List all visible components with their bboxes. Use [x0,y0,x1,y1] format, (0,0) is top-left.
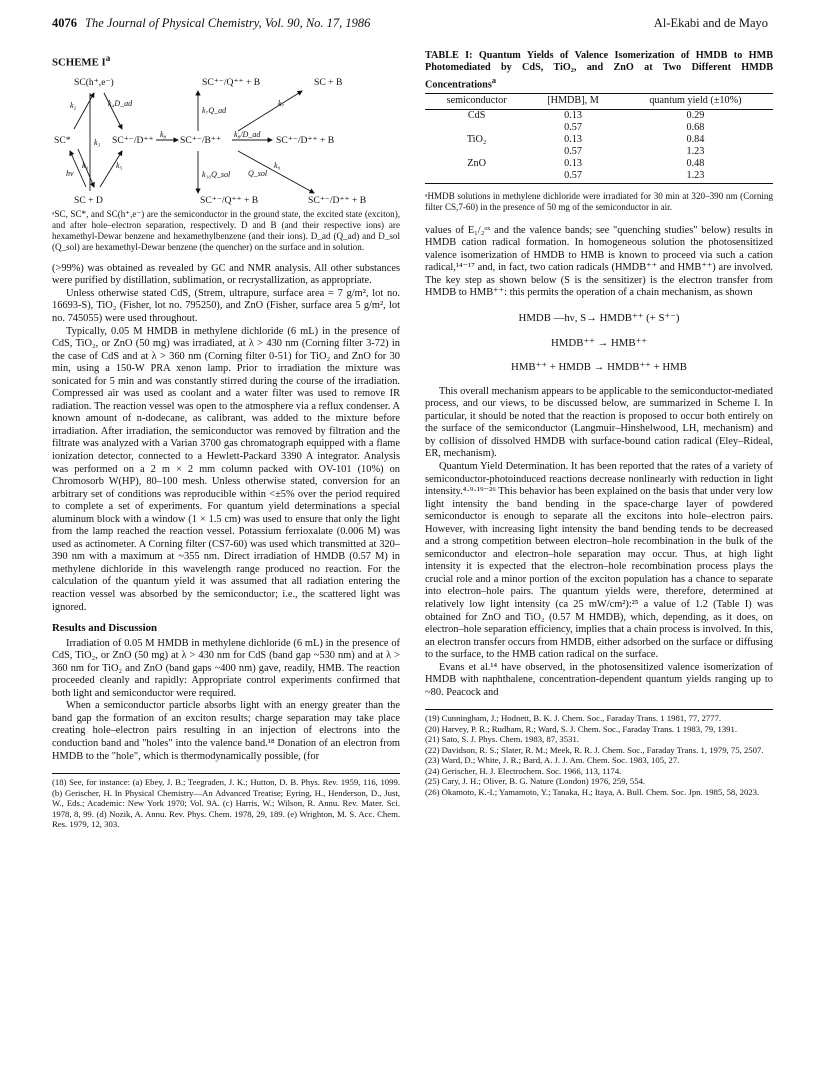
reaction-scheme-diagram [52,73,400,209]
reference: (19) Cunningham, J.; Hodnett, B. K. J. Chem. Soc., Faraday Trans. 1 1981, 77, 2777. [425,713,722,724]
left-column [52,50,400,830]
table-row [425,170,773,184]
table-cell [425,170,528,184]
table-cell: 0.13 [564,157,582,169]
reference: (22) Davidson, R. S.; Slater, R. M.; Meek, R. R. J. Chem. Soc., Faraday Trans. 1, 1979, 75, 2507. [425,744,764,755]
journal-title: The Journal of Physical Chemistry, Vol. 90, No. 17, 1986 [85,16,371,30]
table-cell: CdS [467,109,486,121]
scheme-k7: k₇ [278,99,285,109]
arrow-k1 [78,149,94,187]
references-list [425,713,773,797]
scheme-k2: k₂ [70,101,77,111]
scheme-hv: hν [66,169,74,179]
paragraph: Evans et al.¹⁴ have observed, in the photosensitized valence isomerization of HMDB with naphthalene, concentration-dependent quantum yields ranging up to ~80. Peacock and [425,661,773,698]
scheme-k3: k₃ [94,138,101,148]
reference: (26) Okamoto, K.-I.; Yamamoto, Y.; Tanaka, H.; Itaya, A. Bull. Chem. Soc. Jpn. 1985, 58, 2023. [425,786,760,797]
scheme-bottom-left: SC + D [74,195,103,207]
table-cell: 0.48 [686,157,705,169]
table-row [425,122,773,134]
table-row [425,146,773,158]
table-caption: TABLE I: Quantum Yields of Valence Isomerization of HMDB to HMB Photomediated by CdS, TiO₂, and ZnO at Two Different HMDB Concentrations$^a$ [425,50,773,91]
quantum-yield-table [425,93,773,184]
column-header: quantum yield (±10%) [618,94,773,110]
footnote-ref-18: (18) See, for instance: (a) Ebey, J. B.; Teegraden, J. K.; Hutton, D. B. Phys. Rev. 1959, 116, 1099. (b) Gerischer, H. In Physical Chemistry—An Advanced Treatise; Eyring, H., Henderson, D., Just, W., Eds.; Academic: New York 1970; Vol. 9A. (c) Harris, W.; Wilson, R. Annu. Rev. Mater. Sci. 1978, 8, 99. (d) Nozik, A. Annu. Rev. Phys. Chem. 1978, 29, 189. (e) Wrighton, M. S. Acc. Chem. Res. 1979, 12, 303. [52,777,400,830]
table-cell: TiO₂ [466,133,487,145]
reference: (20) Harvey, P. R.; Rudham, R.; Ward, S. J. Chem. Soc., Faraday Trans. 1 1983, 79, 1391. [425,723,738,734]
paragraph: Irradiation of 0.05 M HMDB in methylene dichloride (6 mL) in the presence of CdS, TiO₂, or ZnO (50 mg) at λ > 430 nm for CdS (band gap ~530 nm) and at λ > 360 nm for TiO₂ and ZnO (band gaps ~400 nm) gave, readily, HMB. The reaction proceeded cleanly and rapidly: Appropriate control experiments confirmed that both light and semiconductor were required. [52,637,400,699]
reference: (21) Sato, S. J. Phys. Chem. 1983, 87, 3531. [425,734,579,745]
running-authors: Al-Ekabi and de Mayo [653,16,768,30]
scheme-k9: k₉ [274,161,281,171]
table-cell: ZnO [467,157,486,169]
scheme-k7qad: k₇Q_ad [202,106,227,116]
footnote-rule [52,773,400,774]
scheme-k8: k₈ [160,130,167,140]
table-cell: 0.29 [686,109,705,121]
paragraph: values of E₁/₂ᵒˣ and the valence bands; see "quenching studies" below) results in HMDB cation radical formation. In homogeneous solution the photosensitized valence isomerization of HMDB to HMB is known to proceed via such a cation radical,¹⁴⁻¹⁷ and, in fact, two cation radicals (HMDB⁺⁺ and HMB⁺⁺) are involved. The key step as shown below (S is the sensitizer) is the electron transfer from HMDB to HMB⁺⁺: this permits the operation of a chain mechanism, as shown [425,224,773,299]
paragraph: When a semiconductor particle absorbs light with an energy greater than the band gap the formation of an exciton results; charge separation may take place creating hole–electron pairs resulting in an injection of electrons into the conduction band and "holes" into the valence band.¹⁸ Donation of an electron from HMDB to the "hole", which is thermodynamically possible, (for [52,700,400,762]
scheme-scb: SC⁺⁻/B⁺⁺ [180,135,222,147]
paragraph: Quantum Yield Determination. It has been reported that the rates of a variety of semiconductor-photoinduced reactions decrease nonlinearly with reduction in light intensity.⁴·⁹·¹⁹⁻²⁶ This behavior has been explained on the basis that under very low light intensity the band bending in the space-charge layer of powdered semiconductor is enough to separate all the excitons into hole–electron pairs. However, with increasing light intensity the band bending tends to be decreased and a strong competition between electron–hole recombination in the bulk of the semiconductor and electron–hole separation may occur. Thus, at high light intensity it is expected that the electron–hole recombination process plays the crucial role and a minor portion of the exciton population has a chance to separate into electron–hole pairs. The quantum yields were, therefore, determined at relatively low light intensity (ca 25 mW/cm²):²⁵ a value of 1.2 (Table I) was obtained for ZnO and TiO₂ (0.57 M HMDB), which, depending, as it does, on electron–hole separation efficiency, implies that a chain process is involved. In this, an electron transfer occurs from HMDB, either adsorbed on the surface or diffusing to the surface, to the HMB cation radical on the surface. [425,460,773,661]
page-number: 4076 [52,16,77,30]
scheme-top-mid: SC⁺⁻/Q⁺⁺ + B [202,77,261,89]
table-cell: 0.57 [564,121,582,133]
column-header: semiconductor [425,94,528,110]
column-header: [HMDB], M [528,94,618,110]
scheme-top-left: SC(h⁺,e⁻) [74,77,114,89]
paragraph: Typically, 0.05 M HMDB in methylene dichloride (6 mL) in the presence of CdS, TiO₂, or ZnO (50 mg) was irradiated, at λ > 430 nm (Corning filter 3-72) in the case of CdS and at λ > 360 nm (Corning filter 0-51) for TiO₂ and ZnO for 30 min, using a 150-W PRA xenon lamp. Prior to irradiation the mixture was sonicated for 5 min and was constantly stirred during the course of the irradiation. Compressed air was used as coolant and a water filter was used to remove IR radiation. The reaction vessel was open to the atmosphere via a reflux condenser. A known amount of n-dodecane, as calibrant, was added to the mixture before irradiation. After irradiation, the semiconductor was removed by filtration and the filtrate was analyzed with a Varian 3700 gas chromatograph equipped with a flame ionization detector, connected to a Hewlett-Packard 3390 A integrator. Analysis was performed on a 2 m × 2 mm column packed with OV-101 (10%) on Chromosorb W(HP), 80–100 mesh. Unless otherwise stated, conversion for an arbitrary set of conditions was reproducible within <±5% over the period required to complete a set of experiments. For quantum yield determinations a special aluminum block with a window (1 × 1.5 cm) was used to ensure that only the light from the lamp reached the reaction vessel. Potassium ferrioxalate (0.006 M) was used as actinometer. A Corning filter (CS7-60) was used which transmitted at 320–390 nm with a maximum at ~355 nm. Direct irradiation of HMDB (0.57 M) in methylene dichloride in this wavelength range produced no reaction. For the calculation of the quantum yield it was assumed that all radiation entering the reaction vessel was absorbed by the semiconductor; i.e., the scattered light was ignored. [52,325,400,613]
equation-2: HMDB⁺⁺ → HMB⁺⁺ [551,336,647,349]
table-cell: 0.57 [528,170,618,184]
reference: (23) Ward, D.; White, J. R.; Bard, A. J. J. Am. Chem. Soc. 1983, 105, 27. [425,755,680,766]
table-row [425,134,773,146]
arrow-k7 [238,91,302,131]
reference: (25) Cary, J. H.; Oliver, B. G. Nature (London) 1976, 259, 554. [425,776,646,787]
scheme-top-right: SC + B [314,77,343,89]
scheme-k1: k₁ [82,161,89,171]
table-cell [425,122,528,134]
equation-1: HMDB —hν, S→ HMDB⁺⁺ (+ S⁺⁻) [518,312,680,325]
scheme-title: SCHEME $I^a$ [52,53,111,69]
page-header [52,16,768,34]
right-column [425,50,773,797]
arrow-k2 [74,93,94,129]
scheme-k4dad: k₄D_ad [108,99,133,109]
table-cell: 1.23 [618,170,773,184]
scheme-k10qsol: k₁₀Q_sol [202,170,231,180]
table-cell: 0.13 [564,133,582,145]
scheme-k8dad: k₈/D_ad [234,130,261,140]
table-cell: 0.57 [564,145,582,157]
paragraph: Unless otherwise stated CdS, (Strem, ultrapure, surface area = 7 g/m², lot no. 16693-S), TiO₂ (Fisher, lot no. 795250), and ZnO (Fisher, surface area 5 g/m², lot no. 745055) were used throughout. [52,287,400,324]
table-cell: 1.23 [686,145,705,157]
scheme-sc-star: SC* [54,135,71,147]
scheme-scd-mid: SC⁺⁻/D⁺⁺ [112,135,154,147]
table-cell: 0.13 [564,109,582,121]
table-cell [425,146,528,158]
scheme-footnote: ᵃSC, SC*, and SC(h⁺,e⁻) are the semiconductor in the ground state, the excited state (exciton), and after hole–electron separation, respectively. D and B (and their respective ions) are hexamethyl-Dewar benzene and hexamethylbenzene (and their ions). D_ad (Q_ad) and D_sol (Q_sol) are hexamethyl-Dewar benzene (the quencher) on the surface and in solution. [52,209,400,252]
scheme-bottom-mid: SC⁺⁻/Q⁺⁺ + B [200,195,259,207]
equation-3: HMB⁺⁺ + HMDB → HMDB⁺⁺ + HMB [511,361,687,374]
scheme-qsol: Q_sol [248,169,268,179]
table-cell: 0.68 [686,121,705,133]
table-footnote: ᵃHMDB solutions in methylene dichloride were irradiated for 30 min at 320–390 nm (Corning filter CS,7-60) in the presence of 50 mg of the semiconductor in air. [425,190,773,212]
paragraph: This overall mechanism appears to be applicable to the semiconductor-mediated process, and our views, to be discussed below, are summarized in Scheme I. In particular, it should be noted that the reaction is proposed to occur both entirely on the surface of the semiconductor (Langmuir–Hinshelwood, LH, mechanism) and by collision of dissolved HMDB with surface-bound cation radical (Eley–Rideal, ER, mechanism). [425,385,773,460]
table-row [425,109,773,122]
equations [425,312,773,374]
table-header-row [425,94,773,110]
paragraph: (>99%) was obtained as revealed by GC and NMR analysis. All other substances were purified by distillation, sublimation, or recrystallization, as appropriate. [52,262,400,287]
section-heading: Results and Discussion [52,622,158,635]
scheme-bottom-right: SC⁺⁻/D⁺⁺ + B [308,195,367,207]
scheme-k5: k₅ [116,161,123,171]
footnote-rule [425,709,773,710]
scheme-scd-right: SC⁺⁻/D⁺⁺ + B [276,135,335,147]
table-cell: 0.84 [686,133,705,145]
reference: (24) Gerischer, H. J. Electrochem. Soc. 1966, 113, 1174. [425,765,622,776]
table-row [425,158,773,170]
